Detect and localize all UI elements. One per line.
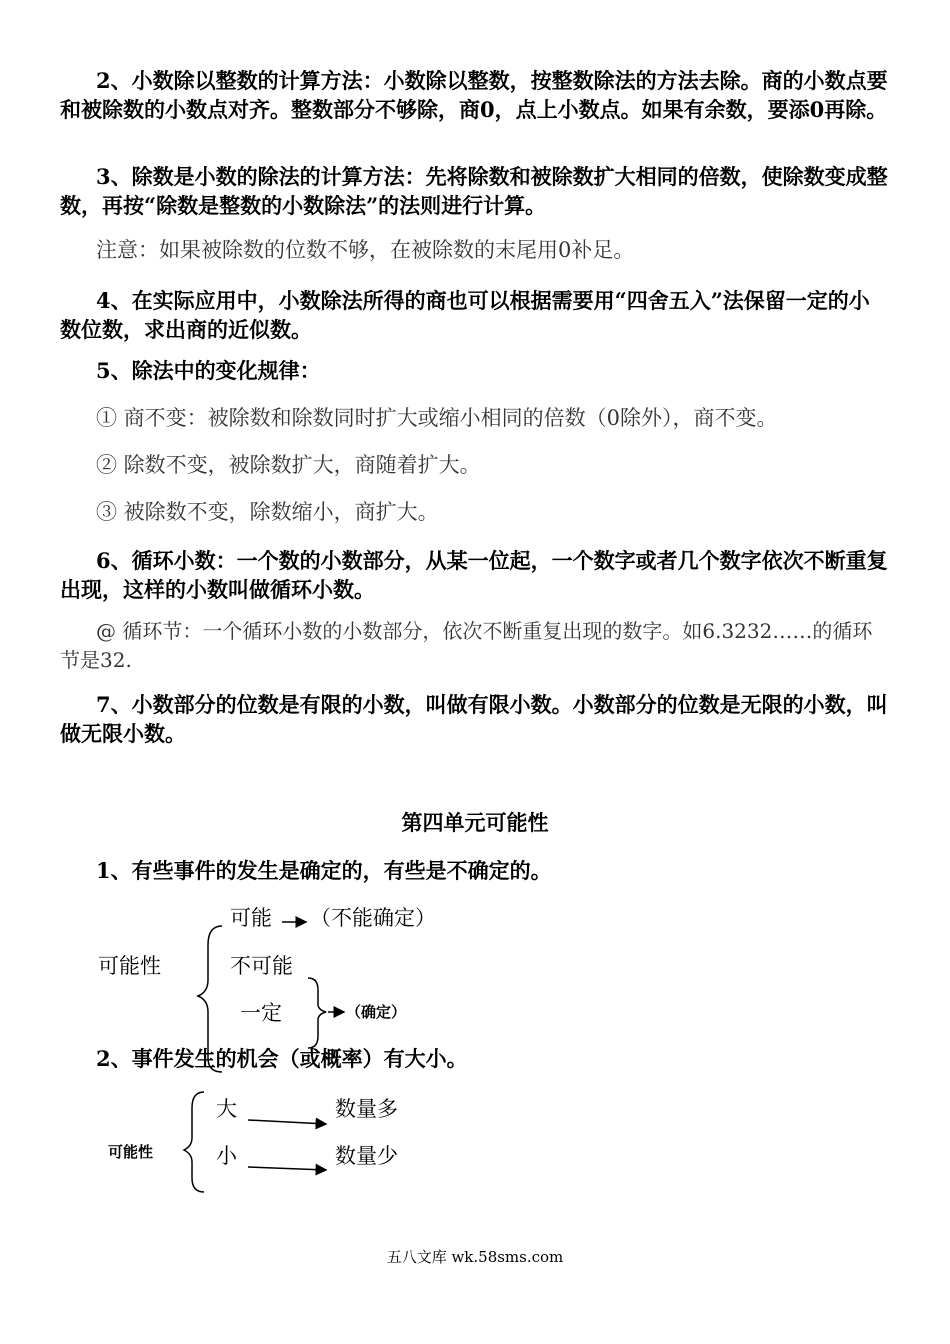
unit4-item1: 1、有些事件的发生是确定的，有些是不确定的。: [96, 858, 552, 883]
unit4-item2: 2、事件发生的机会（或概率）有大小。: [96, 1046, 468, 1071]
paragraph-7: 7、小数部分的位数是有限的小数，叫做有限小数。小数部分的位数是无限的小数，叫做无限小数。: [60, 692, 888, 746]
diagram2-less: 数量少: [335, 1144, 398, 1168]
diagram1-impossible: 不可能: [230, 954, 293, 978]
diagram2-big: 大: [216, 1097, 237, 1121]
note-paragraph: 注意：如果被除数的位数不够，在被除数的末尾用0补足。: [96, 238, 635, 262]
diagram1-certain-note: （确定）: [346, 1003, 407, 1021]
diagram1-main-brace: [198, 926, 222, 1072]
diagram1-possible: 可能: [230, 906, 272, 930]
diagram2-arrow-small: [248, 1167, 326, 1170]
diagram2-root: 可能性: [108, 1143, 154, 1161]
unit4-title: 第四单元可能性: [401, 810, 549, 835]
diagram1-root: 可能性: [98, 954, 161, 978]
diagram1-small-brace: [308, 978, 326, 1048]
paragraph-6: 6、循环小数：一个数的小数部分，从某一位起，一个数字或者几个数字依次不断重复出现，这样的小数叫做循环小数。: [60, 548, 888, 602]
rule-2: ② 除数不变，被除数扩大，商随着扩大。: [96, 453, 481, 477]
footer-text: 五八文库 wk.58sms.com: [386, 1248, 564, 1266]
diagram2-brace: [184, 1092, 204, 1192]
paragraph-5: 5、除法中的变化规律：: [96, 358, 321, 383]
diagram1-certain: 一定: [240, 1001, 282, 1025]
diagram2-arrow-big: [248, 1120, 326, 1124]
diagram2-more: 数量多: [335, 1097, 398, 1121]
paragraph-4: 4、在实际应用中，小数除法所得的商也可以根据需要用“四舍五入”法保留一定的小数位数，求出商的近似数。: [60, 288, 870, 342]
paragraph-2: 2、小数除以整数的计算方法：小数除以整数，按整数除法的方法去除。商的小数点要和被除数的小数点对齐。整数部分不够除，商0，点上小数点。如果有余数，要添0再除。: [60, 68, 888, 122]
diagram1-uncertain-note: （不能确定）: [310, 906, 436, 930]
diagram2-small: 小: [216, 1144, 237, 1168]
cycle-note: @ 循环节：一个循环小数的小数部分，依次不断重复出现的数字。如6.3232……的循环节是32.: [60, 619, 873, 672]
paragraph-3: 3、除数是小数的除法的计算方法：先将除数和被除数扩大相同的倍数，使除数变成整数，再按“除数是整数的小数除法”的法则进行计算。: [60, 164, 888, 218]
rule-3: ③ 被除数不变，除数缩小，商扩大。: [96, 500, 439, 524]
rule-1: ① 商不变：被除数和除数同时扩大或缩小相同的倍数（0除外），商不变。: [96, 406, 778, 430]
